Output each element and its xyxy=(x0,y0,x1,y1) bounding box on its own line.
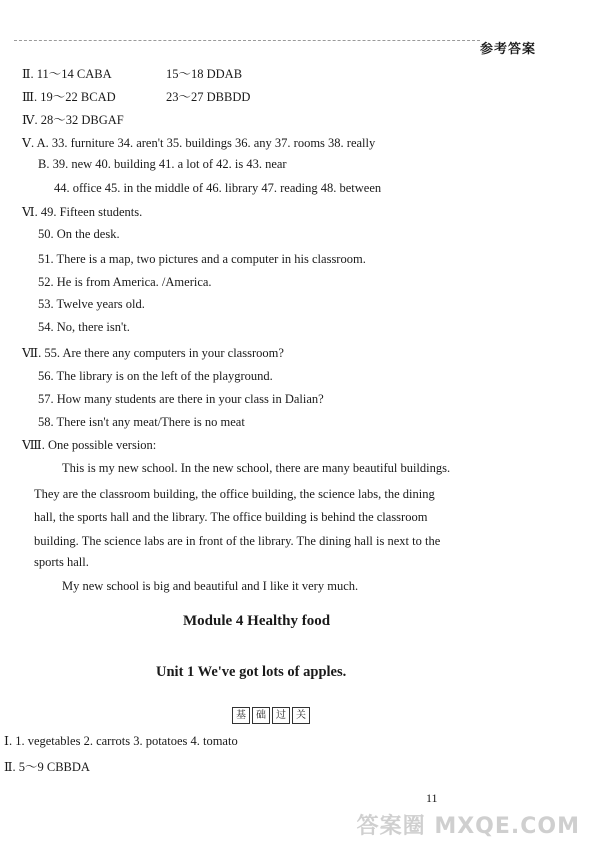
answer-line: 23～27 DBBDD xyxy=(166,90,251,104)
answer-line: Ⅱ. 5～9 CBBDA xyxy=(4,760,90,774)
answer-line: 57. How many students are there in your class in Dalian? xyxy=(38,392,324,406)
answer-line: Ⅱ. 11～14 CABA xyxy=(22,67,112,81)
answer-line: 53. Twelve years old. xyxy=(38,297,145,311)
unit-title: Unit 1 We've got lots of apples. xyxy=(156,664,347,680)
essay-line: sports hall. xyxy=(34,555,89,569)
answer-line: Ⅰ. 1. vegetables 2. carrots 3. potatoes 4. tomato xyxy=(4,734,238,748)
module-title: Module 4 Healthy food xyxy=(183,613,331,629)
answer-line: Ⅵ. 49. Fifteen students. xyxy=(22,205,143,219)
answer-line: 51. There is a map, two pictures and a computer in his classroom. xyxy=(38,252,366,266)
header-title: 参考答案 xyxy=(479,42,536,57)
page-number: 11 xyxy=(426,791,438,805)
essay-line: This is my new school. In the new school, there are many beautiful buildings. xyxy=(62,461,451,475)
section-label-box xyxy=(232,707,310,724)
essay-line: They are the classroom building, the office building, the science labs, the dining xyxy=(34,487,435,501)
answer-line: Ⅷ. One possible version: xyxy=(22,438,157,452)
watermark: 答案圈 MXQE.COM xyxy=(356,814,580,839)
answer-line: 15～18 DDAB xyxy=(166,67,243,81)
answer-line: B. 39. new 40. building 41. a lot of 42. is 43. near xyxy=(38,157,287,171)
answer-line: Ⅶ. 55. Are there any computers in your classroom? xyxy=(22,346,284,360)
answer-line: 56. The library is on the left of the playground. xyxy=(38,369,273,383)
essay-line: building. The science labs are in front of the library. The dining hall is next to the xyxy=(34,534,441,548)
answer-line: Ⅲ. 19～22 BCAD xyxy=(22,90,116,104)
answer-line: 58. There isn't any meat/There is no meat xyxy=(38,415,245,429)
answer-line: 44. office 45. in the middle of 46. library 47. reading 48. between xyxy=(54,181,382,195)
answer-line: 52. He is from America. /America. xyxy=(38,275,212,289)
section-label-char: 基 xyxy=(232,707,250,724)
answer-line: Ⅴ. A. 33. furniture 34. aren't 35. buildings 36. any 37. rooms 38. really xyxy=(22,136,376,150)
section-label-char: 关 xyxy=(292,707,310,724)
section-label-char: 础 xyxy=(252,707,270,724)
essay-line: My new school is big and beautiful and I like it very much. xyxy=(62,579,359,593)
answer-line: 50. On the desk. xyxy=(38,227,120,241)
answer-line: 54. No, there isn't. xyxy=(38,320,130,334)
essay-line: hall, the sports hall and the library. The office building is behind the classroom xyxy=(34,510,428,524)
section-label-char: 过 xyxy=(272,707,290,724)
answer-line: Ⅳ. 28～32 DBGAF xyxy=(22,113,124,127)
header-divider xyxy=(14,40,480,41)
